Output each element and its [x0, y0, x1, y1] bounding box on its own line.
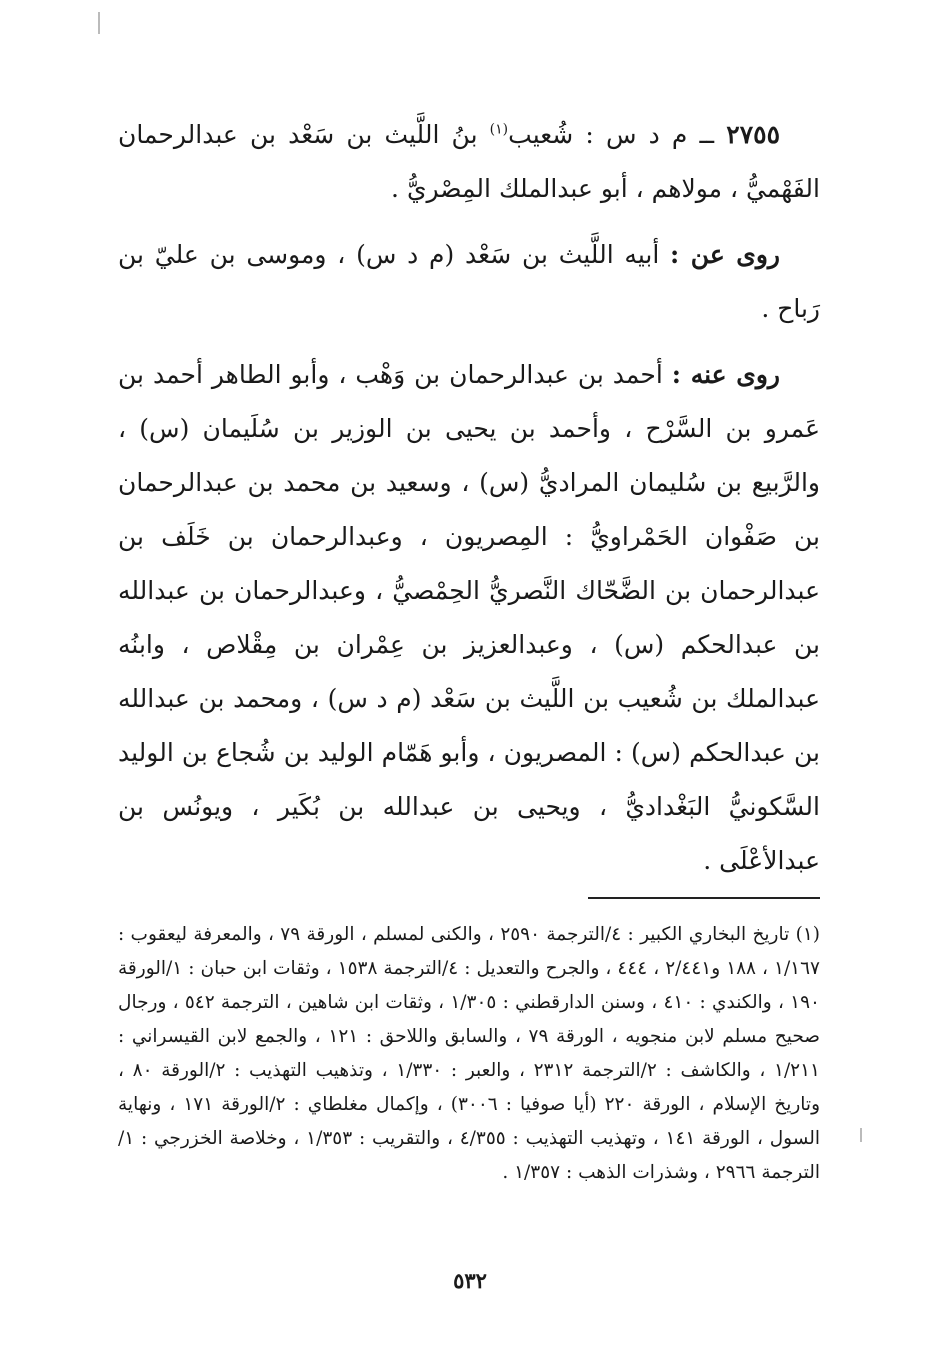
- narrated-from-text: أبيه اللَّيث بن سَعْد (م د س) ، وموسى بن عليّ بن رَباح .: [118, 240, 820, 323]
- biography-entry: [118, 108, 820, 888]
- narrator-name: شُعيب: [508, 120, 574, 149]
- narrated-from-paragraph: [118, 228, 820, 336]
- page-number: ٥٣٢: [453, 1268, 487, 1293]
- footnote-text: تاريخ البخاري الكبير : ٤/الترجمة ٢٥٩٠ ، والكنى لمسلم ، الورقة ٧٩ ، والمعرفة ليعقوب : ١/١٦٧ ، ١٨٨ و٢/٤٤١ ، ٤٤٤ ، والجرح والتعديل : ٤/الترجمة ١٥٣٨ ، وثقات ابن حبان : ١/الورقة ١٩٠ ، والكندي : ٤١٠ ، وسنن الدارقطني : ١/٣٠٥ ، وثقات ابن شاهين ، الترجمة ٥٤٢ ، ورجال صحيح مسلم لابن منجويه ، الورقة ٧٩ ، والسابق واللاحق : ١٢١ ، والجمع لابن القيسراني : ١/٢١١ ، والكاشف : ٢/الترجمة ٢٣١٢ ، والعبر : ١/٣٣٠ ، وتذهيب التهذيب : ٢/الورقة ٨٠ ، وتاريخ الإسلام ، الورقة ٢٢٠ (أيا صوفيا : ٣٠٠٦) ، وإكمال مغلطاي : ٢/الورقة ١٧١ ، ونهاية السول ، الورقة ١٤١ ، وتهذيب التهذيب : ٤/٣٥٥ ، والتقريب : ١/٣٥٣ ، وخلاصة الخزرجي : ١/الترجمة ٢٩٦٦ ، وشذرات الذهب : ١/٣٥٧ .: [118, 924, 821, 1183]
- entry-number: ٢٧٥٥: [726, 120, 780, 149]
- footnote-1: [118, 918, 820, 1190]
- scan-mark: [860, 1128, 862, 1142]
- narrated-from-label: روى عن :: [670, 240, 780, 269]
- narrated-by-paragraph: [118, 348, 820, 888]
- entry-heading: [118, 108, 820, 216]
- narrated-by-text: أحمد بن عبدالرحمان بن وَهْب ، وأبو الطاهر أحمد بن عَمرو بن السَّرْح ، وأحمد بن يحيى بن الوزير بن سُلَيمان (س) ، والرَّبيع بن سُليمان المراديُّ (س) ، وسعيد بن محمد بن عبدالرحمان بن صَفْوان الحَمْراويُّ : المِصريون ، وعبدالرحمان بن خَلَف بن عبدالرحمان بن الضَّحّاك النَّصريُّ الحِمْصيُّ ، وعبدالرحمان بن عبدالله بن عبدالحكم (س) ، وعبدالعزيز بن عِمْران بن مِقْلاص ، وابنُه عبدالملك بن شُعيب بن اللَّيث بن سَعْد (م د س) ، ومحمد بن عبدالله بن عبدالحكم (س) : المصريون ، وأبو هَمّام الوليد بن شُجاع بن الوليد السَّكونيُّ البَغْداديُّ ، ويحيى بن عبدالله بن بُكَير ، ويونُس بن عبدالأعْلَى .: [118, 360, 820, 875]
- footnote-mark: (١): [795, 924, 820, 945]
- footnotes-section: [118, 918, 820, 1190]
- footnote-divider: [588, 897, 820, 899]
- footnote-reference: (١): [489, 121, 509, 138]
- entry-sigla: ــ م د س :: [585, 120, 715, 149]
- scan-mark: [98, 12, 100, 34]
- narrated-by-label: روى عنه :: [671, 360, 780, 389]
- narrator-lineage: بنُ اللَّيث بن سَعْد بن عبدالرحمان الفَهْميُّ ، مولاهم ، أبو عبدالملك المِصْريُّ .: [118, 120, 820, 203]
